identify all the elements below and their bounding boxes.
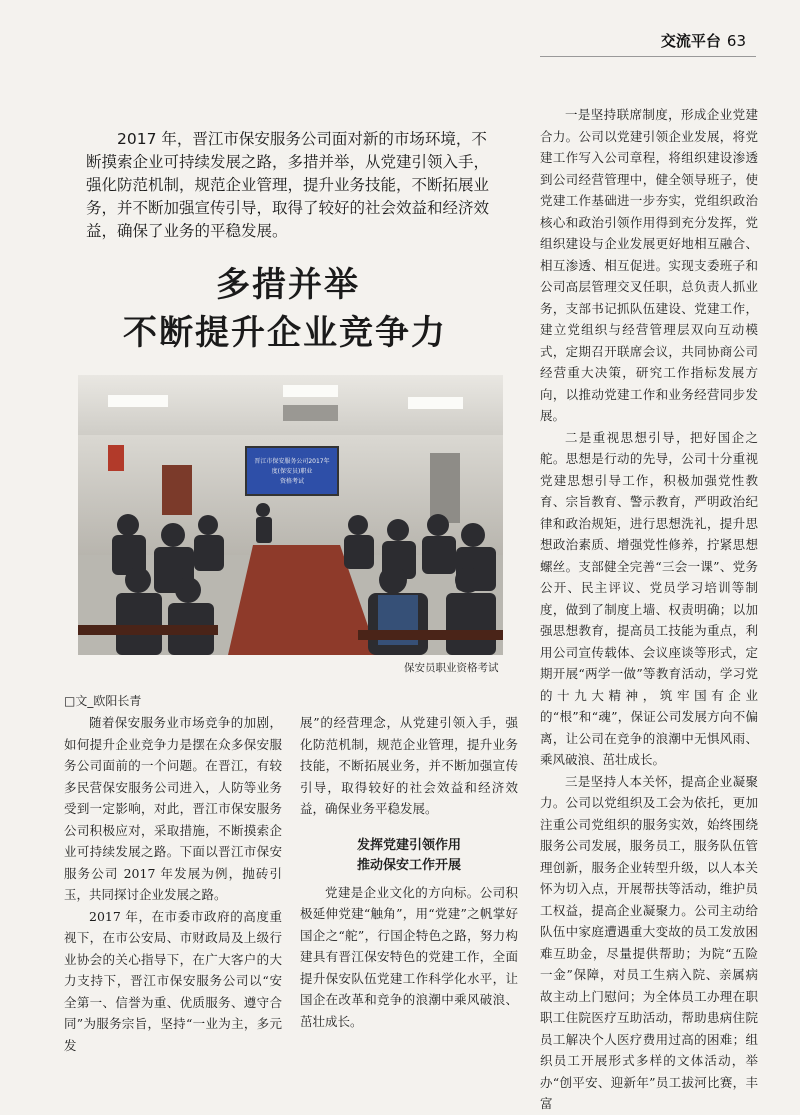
paragraph: 二是重视思想引导，把好国企之舵。思想是行动的先导，公司十分重视党建思想引导工作，积极加强党性教育、宗旨教育、警示教育，严明政治纪律和政治规矩，进行思想洗礼，提升思想政治素质、增强党性修养，拧紧思想螺丝。支部健全完善“三会一课”、党务公开、民主评议、党员学习培训等制度，做到了制度上墙、权责明确；以加强思想教育，提高员工技能为重点，利用公司宣传载体、会议座谈等形式，定期开展“两学一做”等教育活动，学习党的十九大精神，筑牢国有企业的“根”和“魂”，保证公司发展方向不偏离，让公司在竞争的浪潮中无惧风雨、乘风破浪、茁壮成长。 xyxy=(540,429,758,767)
meeting-photo-illustration xyxy=(78,375,503,655)
right-column xyxy=(540,104,758,1115)
paragraph: 2017 年，在市委市政府的高度重视下，在市公安局、市财政局及上级行业协会的关心指导下，在广大客户的大力支持下，晋江市保安服务公司以“安全第一、信誉为重、优质服务、遵守合同”为服务宗旨，坚持“一业为主，多元发 xyxy=(64,908,282,1053)
section-label: 交流平台 xyxy=(660,32,721,50)
intro-paragraph: 2017 年，晋江市保安服务公司面对新的市场环境，不断摸索企业可持续发展之路，多措并举，从党建引领入手，强化防范机制，规范企业管理，提升业务技能，不断拓展业务，并不断加强宣传引导，取得了较好的社会效益和经济效益，确保了业务的平稳发展。 xyxy=(86,130,490,240)
paragraph: 展”的经营理念，从党建引领入手，强化防范机制，规范企业管理，提升业务技能，不断拓展业务，并不断加强宣传引导，取得较好的社会效益和经济效益，确保业务平稳发展。 xyxy=(300,715,518,816)
left-column xyxy=(64,712,282,1056)
middle-column xyxy=(300,712,518,1032)
paragraph: 三是坚持人本关怀，提高企业凝聚力。公司以党组织及工会为依托，更加注重公司党组织的服务实效，始终围绕服务公司发展，服务员工，服务队伍管理创新，服务企业转型升级，以人本关怀为切入点，开展帮扶等活动，维护员工权益，提高企业凝聚力。公司主动给队伍中家庭遭遇重大变故的员工发放困难互助金，尽量提供帮助；为院“五险一金”保障，对员工生病入院、亲属病故主动上门慰问；为全体员工办理在职职工住院医疗互助活动，帮助患病住院员工解决个人医疗费用过高的困难；组织员工开展形式多样的文体活动，举办“创平安、迎新年”员工拔河比赛，丰富 xyxy=(540,773,758,1111)
article-title xyxy=(112,262,552,356)
title-line-1: 多措并举 xyxy=(216,265,360,305)
paragraph: 党建是企业文化的方向标。公司积极延伸党建“触角”，用“党建”之帆掌好国企之“舵”，行国企特色之路，努力构建具有晋江保安特色的党建工作，全面提升保安队伍党建工作科学化水平，让国企在改革和竞争的浪潮中乘风破浪、茁壮成长。 xyxy=(300,884,518,1029)
screen-text-1: 晋江市保安服务公司2017年 xyxy=(254,458,330,465)
section-heading xyxy=(300,836,518,876)
page-number: 63 xyxy=(726,32,746,50)
screen-text-2: 度(保安员)职业 xyxy=(271,468,313,475)
header-rule xyxy=(540,56,756,57)
page-header xyxy=(661,30,746,51)
photo-caption: 保安员职业资格考试 xyxy=(404,662,499,674)
meeting-photo xyxy=(78,375,503,655)
paragraph: 一是坚持联席制度，形成企业党建合力。公司以党建引领企业发展，将党建工作写入公司章程，将组织建设渗透到公司经营管理中，健全领导班子，使党建工作基础进一步夯实，党组织政治核心和政治引领作用得到充分发挥，党组织建设与企业发展更好地相互融合、相互渗透、相互促进。实现支委班子和公司高层管理交叉任职，总负责人抓业务，支部书记抓队伍建设、党建工作，建立党组织与经营管理层双向互动模式，定期召开联席会议，共同协商公司经营重大决策，研究工作指标发展方向，以推动党建工作和业务经营同步发展。 xyxy=(540,107,758,423)
paragraph: 随着保安服务业市场竞争的加剧，如何提升企业竞争力是摆在众多保安服务公司面前的一个问题。在晋江，有较多民营保安服务公司进入，人防等业务受到一定影响，对此，晋江市保安服务公司积极应对，采取措施，不断摸索企业可持续发展之路。下面以晋江市保安服务公司 2017 年发展为例，抛砖引玉，共同探讨企业发展之路。 xyxy=(64,715,282,902)
author-byline: □文_欧阳长青 xyxy=(64,694,142,708)
section-heading-line-2: 推动保安工作开展 xyxy=(356,857,461,873)
section-heading-line-1: 发挥党建引领作用 xyxy=(356,837,461,853)
screen-text-3: 资格考试 xyxy=(279,478,305,485)
title-line-2: 不断提升企业竞争力 xyxy=(123,313,447,353)
